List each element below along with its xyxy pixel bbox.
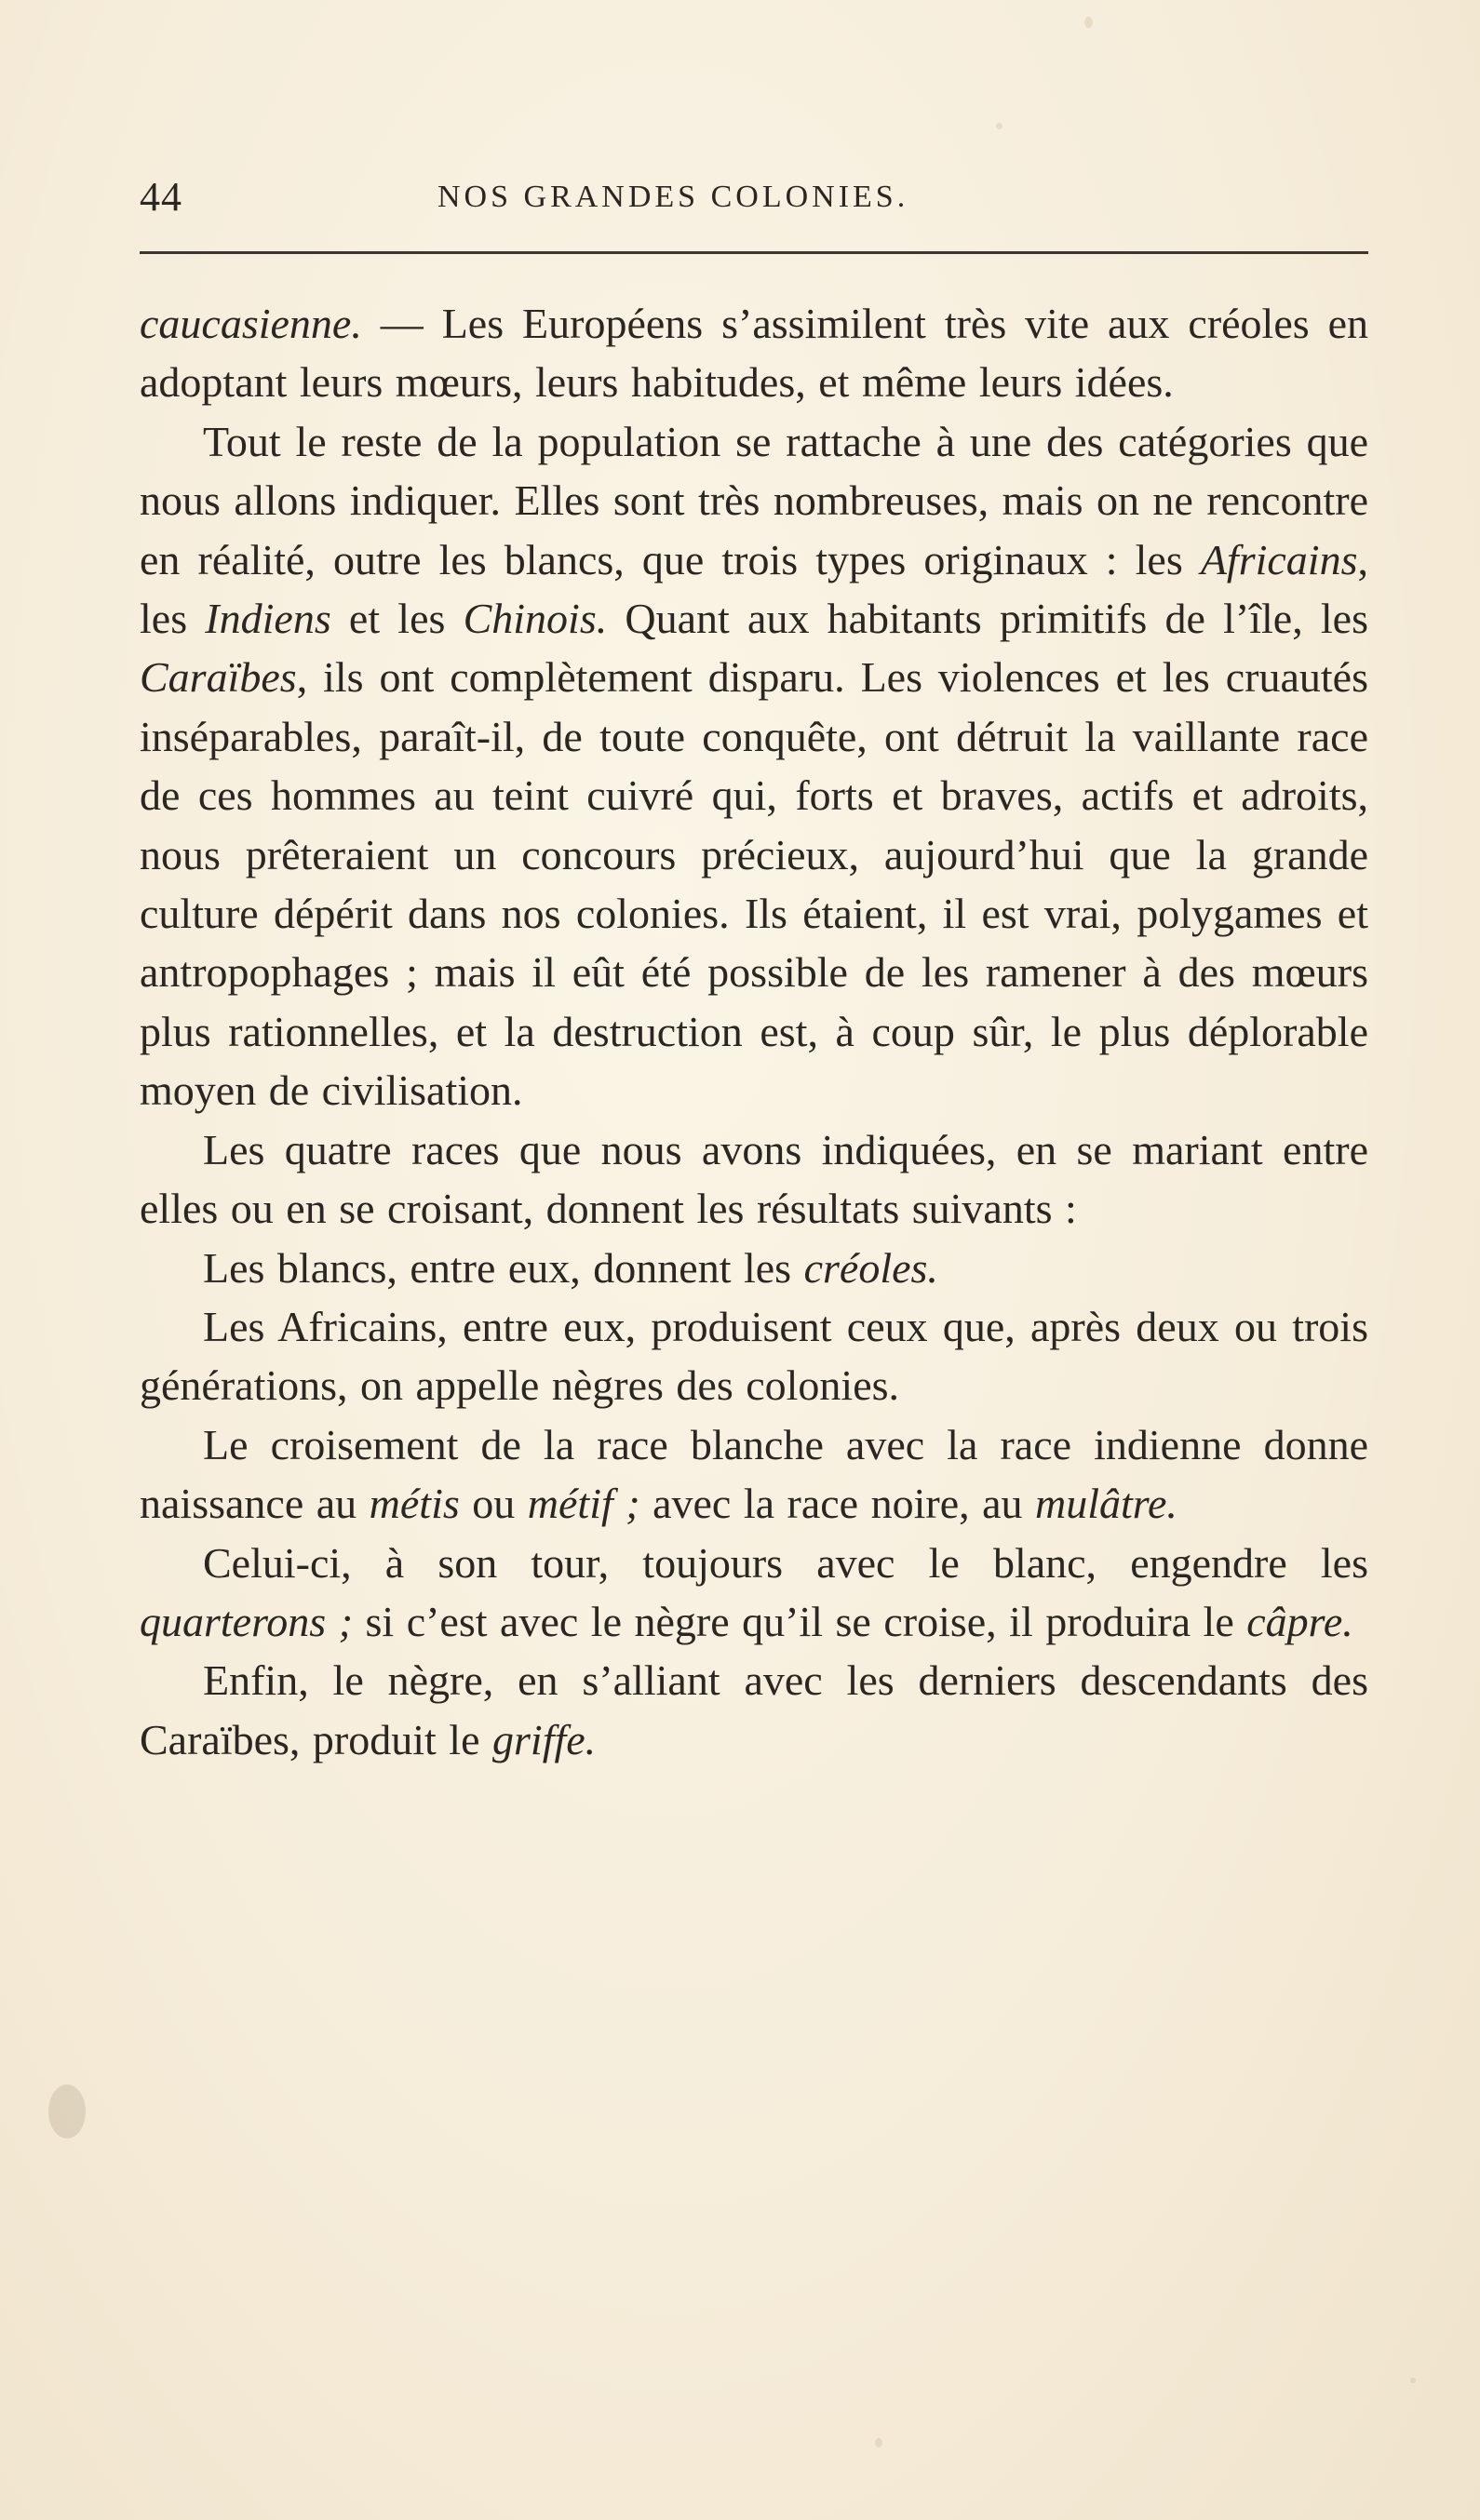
- paragraph: [140, 1297, 1368, 1415]
- text-run: Les Africains, entre eux, produisent ceux que, après deux ou trois générations, on appelle nègres des colonies.: [140, 1302, 1368, 1410]
- text-run: Le croisement de la race blanche avec la race indienne donne naissance au: [140, 1420, 1368, 1528]
- italic-term: Caraïbes: [140, 653, 297, 702]
- italic-term: créoles.: [803, 1243, 938, 1292]
- italic-term: mulâtre.: [1035, 1480, 1177, 1528]
- text-run: Les quatre races que nous avons indiquées, en se mariant entre elles ou en se croisant, donnent les résultats suivants :: [140, 1125, 1368, 1233]
- text-run: Quant aux habitants primitifs de l’île, les: [607, 595, 1368, 643]
- italic-term: câpre.: [1246, 1597, 1353, 1645]
- page-number: 44: [140, 174, 182, 220]
- text-run: Les blancs, entre eux, donnent les: [203, 1243, 804, 1292]
- running-title: NOS GRANDES COLONIES.: [437, 180, 909, 214]
- paper-stain: [1084, 17, 1093, 28]
- paragraph: [140, 1534, 1368, 1652]
- text-run: , les: [140, 535, 1368, 643]
- text-run: — Les Européens s’assimilent très vite aux créoles en adoptant leurs mœurs, leurs habitudes, et même leurs idées.: [140, 300, 1368, 407]
- italic-term: métis: [369, 1480, 460, 1528]
- text-run: , ils ont complètement disparu. Les violences et les cruautés inséparables, paraît-il, de toute conquête, ont détruit la vaillante race de ces hommes au teint cuivré qui, forts et braves, actifs et adroits, nous prêteraient un concours précieux, aujourd’hui que la grande culture dépérit dans nos colonies. Ils étaient, il est vrai, polygames et antropophages ; mais il eût été possible de les ramener à des mœurs plus rationnelles, et la destruction est, à coup sûr, le plus déplorable moyen de civilisation.: [140, 653, 1368, 1115]
- text-run: si c’est avec le nègre qu’il se croise, il produira le: [353, 1597, 1247, 1645]
- paragraph: [140, 1415, 1368, 1534]
- paragraph: [140, 294, 1368, 412]
- body-text: [140, 294, 1368, 1769]
- text-run: Celui-ci, à son tour, toujours avec le blanc, engendre les: [203, 1538, 1368, 1587]
- paragraph: [140, 1120, 1368, 1239]
- page-header: [140, 169, 1368, 225]
- italic-term: Indiens: [205, 595, 331, 643]
- text-run: et les: [330, 595, 464, 643]
- text-run: Tout le reste de la population se rattache à une des catégories que nous allons indiquer. Elles sont très nombreuses, mais on ne rencontre en réalité, outre les blancs, que trois types originaux : les: [140, 417, 1368, 583]
- paragraph: [140, 412, 1368, 1120]
- paragraph: [140, 1239, 1368, 1297]
- paper-stain: [875, 2438, 882, 2447]
- text-run: ou: [459, 1480, 528, 1528]
- italic-term: Africains: [1200, 535, 1358, 583]
- italic-term: métif ;: [527, 1480, 640, 1528]
- italic-term: quarterons ;: [140, 1597, 354, 1645]
- header-rule: [140, 251, 1368, 254]
- text-run: Enfin, le nègre, en s’alliant avec les derniers descendants des Caraïbes, produit le: [140, 1656, 1368, 1763]
- italic-term: Chinois.: [463, 595, 608, 643]
- paper-stain: [1410, 2378, 1416, 2383]
- paper-stain: [996, 123, 1002, 129]
- italic-term: griffe.: [492, 1715, 597, 1763]
- paper-stain: [48, 2084, 86, 2138]
- text-run: avec la race noire, au: [639, 1480, 1036, 1528]
- paragraph: [140, 1651, 1368, 1769]
- italic-term: caucasienne.: [140, 300, 362, 347]
